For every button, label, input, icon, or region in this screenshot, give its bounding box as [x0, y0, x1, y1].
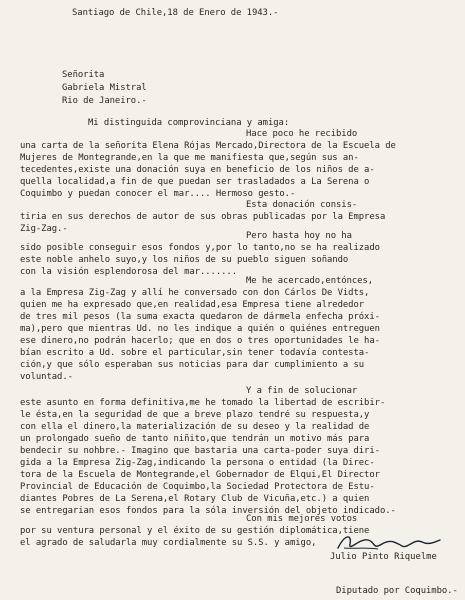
body-line: Y a fin de solucionar	[246, 386, 358, 396]
body-line: sido posible conseguir esos fondos y,por lo tanto,no se ha realizado	[20, 243, 380, 253]
body-line: le ésta,en la seguridad de que a breve plazo tendré su respuesta,y	[20, 410, 370, 420]
body-line: Mujeres de Montegrande,en la que me manifiesta que,según sus an-	[20, 153, 359, 163]
signature-block	[330, 530, 450, 570]
body-line: un prolongado sueño de tanto niñito,que tendrán un motivo más para	[20, 434, 370, 444]
body-line: Esta donación consis-	[246, 200, 358, 210]
body-line: ese dinero,no podrán hacerlo; que en dos o tres oportunidades le ha-	[20, 336, 380, 346]
body-line: Con mis mejores votos	[246, 514, 358, 524]
body-line: por su ventura personal y el éxito de su gestión diplomática,tiene	[20, 526, 370, 536]
body-line: Hace poco he recibido	[246, 129, 358, 139]
body-line: este asunto en forma definitiva,me he tomado la libertad de escribir-	[20, 398, 386, 408]
signer-title: Diputado por Coquimbo.-	[336, 586, 458, 596]
body-line: con ella el dinero,la materialización de su deseo y la realidad de	[20, 422, 370, 432]
body-line: tecedentes,existe una donación suya en beneficio de los niños de a-	[20, 165, 375, 175]
body-line: ción,y que sólo esperaban sus noticias para dar cumplimiento a su	[20, 360, 365, 370]
body-line: gida a la Empresa Zig-Zag,indicando la persona o entidad (la Direc-	[20, 458, 375, 468]
body-line: Provincial de Educación de Coquimbo,la Sociedad Protectora de Estu-	[20, 482, 375, 492]
salutation: Mi distinguida comprovinciana y amiga:	[88, 118, 290, 128]
body-line: tiria en sus derechos de autor de sus obras publicadas por la Empresa	[20, 212, 386, 222]
body-line: el agrado de saludarla muy cordialmente su S.S. y amigo,	[20, 538, 317, 548]
body-line: diantes Pobres de La Serena,el Rotary Club de Vicuña,etc.) a quien	[20, 494, 370, 504]
body-line: voluntad.-	[20, 372, 73, 382]
body-line: tora de la Escuela de Montegrande,el Gobernador de Elqui,El Director	[20, 470, 380, 480]
body-line: una carta de la señorita Elena Rójas Mercado,Directora de la Escuela de	[20, 141, 396, 151]
body-line: se entregarian esos fondos para la sóla inversión del objeto indicado.-	[20, 506, 396, 516]
body-line: ma),pero que mientras Ud. no les indique a quién o quiénes entreguen	[20, 324, 380, 334]
recipient-line: Señorita	[62, 70, 105, 80]
body-line: bendecir su nohbre.- Imagino que bastaria una carta-poder suya diri-	[20, 446, 380, 456]
body-line: a la Empresa Zig-Zag y allí he conversado con don Cárlos De Vidts,	[20, 288, 370, 298]
body-line: Pero hasta hoy no ha	[246, 231, 352, 241]
body-line: bían escrito a Ud. sobre el particular,sin tener todavía contesta-	[20, 348, 370, 358]
handwritten-signature	[330, 530, 450, 554]
body-line: Me he acercado,entónces,	[246, 276, 374, 286]
body-line: quien me ha expresado que,en realidad,esa Empresa tiene alrededor	[20, 300, 365, 310]
body-line: Coquimbo y puedan conocer el mar.... Hermoso gesto.-	[20, 189, 296, 199]
body-line: este noble anhelo suyo,y los niños de su pueblo siguen soñando	[20, 255, 349, 265]
recipient-line: Gabriela Mistral	[62, 83, 147, 93]
body-line: Zig-Zag.-	[20, 224, 68, 234]
body-line: con la visión esplendorosa del mar.......	[20, 267, 238, 277]
recipient-line: Rio de Janeiro.-	[62, 96, 147, 106]
dateline: Santiago de Chile,18 de Enero de 1943.-	[72, 8, 279, 18]
signer-name: Julio Pinto Riquelme	[330, 552, 437, 562]
body-line: de tres mil pesos (la suma exacta quedaron de dármela enfecha próxi-	[20, 312, 380, 322]
body-line: quella localidad,a fin de que puedan ser trasladados a La Serena o	[20, 177, 370, 187]
